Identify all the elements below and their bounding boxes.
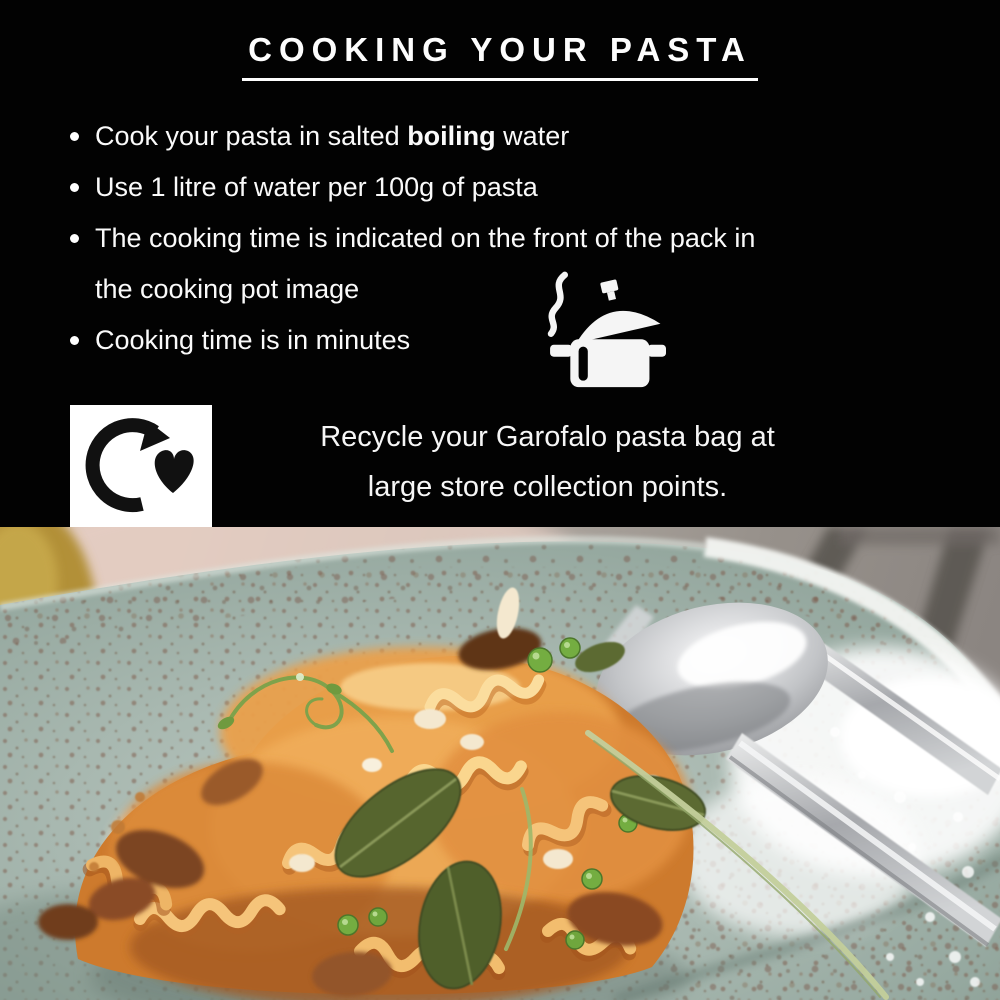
pot-lid-icon [564, 272, 660, 343]
pot-body-shine [579, 347, 588, 381]
list-item-boiling-water [68, 111, 913, 162]
list-item-minutes [68, 315, 913, 366]
pasta-dish-photo [0, 527, 1000, 1000]
steaming-pot-icon [528, 268, 666, 394]
page-title [0, 0, 1000, 81]
item-text: Use 1 litre of water per 100g of pasta [95, 172, 538, 202]
recycle-icon-glyph [70, 405, 212, 527]
item-text: The cooking time is indicated on the front of the pack in [95, 223, 756, 253]
recycle-note [225, 412, 870, 512]
steam-icon [551, 275, 565, 334]
instructions-list [68, 111, 913, 366]
recycle-note-line2: large store collection points. [367, 471, 728, 503]
recycle-heart [155, 450, 194, 493]
recycle-heart-icon [70, 405, 212, 527]
recycle-note-line1: Recycle your Garofalo pasta bag at [320, 421, 775, 453]
item-text-bold: boiling [407, 121, 496, 151]
list-item-water-ratio [68, 162, 913, 213]
item-text: Cook your pasta in salted [95, 121, 408, 151]
item-text: the cooking pot image [95, 274, 360, 304]
page-title-text: COOKING YOUR PASTA [242, 31, 758, 81]
pasta-photo-illustration [0, 527, 1000, 1000]
item-text: water [495, 121, 570, 151]
list-item-cooking-time-location [68, 213, 913, 315]
pot-handle-left [550, 345, 572, 357]
pot-handle-right [648, 345, 666, 357]
item-text: Cooking time is in minutes [95, 325, 411, 355]
